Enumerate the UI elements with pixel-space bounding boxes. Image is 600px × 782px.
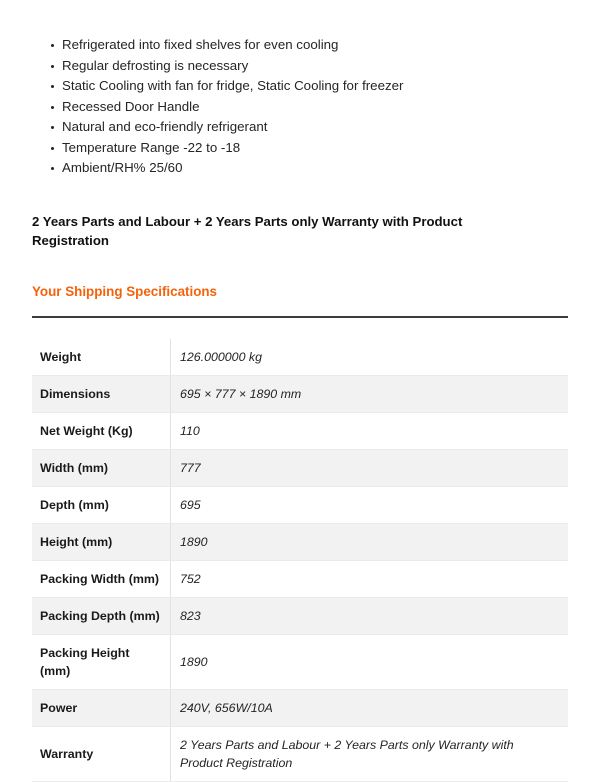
spec-value: 695 × 777 × 1890 mm [171,375,569,412]
feature-list-item: Temperature Range -22 to -18 [32,138,568,159]
table-row [32,597,568,634]
table-row [32,523,568,560]
warranty-statement: 2 Years Parts and Labour + 2 Years Parts only Warranty with Product Registration [32,213,463,248]
spec-value: 695 [171,486,569,523]
spec-label: Width (mm) [32,449,171,486]
table-row [32,560,568,597]
table-row [32,486,568,523]
spec-label: Warranty [32,726,171,781]
spec-value: 777 [171,449,569,486]
table-row [32,726,568,781]
spec-label: Weight [32,339,171,376]
feature-list-item: Refrigerated into fixed shelves for even cooling [32,35,568,56]
spec-label: Packing Height (mm) [32,634,171,689]
feature-list-item: Natural and eco-friendly refrigerant [32,117,568,138]
feature-list-item: Recessed Door Handle [32,97,568,118]
table-row [32,689,568,726]
shipping-specifications-table [32,339,568,782]
spec-label: Packing Depth (mm) [32,597,171,634]
table-row [32,634,568,689]
spec-value: 752 [171,560,569,597]
spec-value: 823 [171,597,569,634]
spec-label: Depth (mm) [32,486,171,523]
table-row [32,339,568,376]
shipping-specifications-table-body [32,339,568,782]
spec-label: Dimensions [32,375,171,412]
spec-value: 1890 [171,634,569,689]
feature-list-item: Regular defrosting is necessary [32,56,568,77]
spec-label: Height (mm) [32,523,171,560]
spec-value: 126.000000 kg [171,339,569,376]
spec-label: Net Weight (Kg) [32,412,171,449]
feature-list-item: Static Cooling with fan for fridge, Static Cooling for freezer [32,76,568,97]
table-row [32,412,568,449]
spec-label: Power [32,689,171,726]
spec-value: 2 Years Parts and Labour + 2 Years Parts only Warranty with Product Registration [171,726,569,781]
section-divider [32,316,568,318]
spec-value: 110 [171,412,569,449]
shipping-specifications-heading: Your Shipping Specifications [32,283,218,299]
table-row [32,375,568,412]
table-row [32,449,568,486]
feature-list-item: Ambient/RH% 25/60 [32,158,568,179]
feature-list [32,0,568,179]
spec-value: 240V, 656W/10A [171,689,569,726]
spec-value: 1890 [171,523,569,560]
spec-label: Packing Width (mm) [32,560,171,597]
